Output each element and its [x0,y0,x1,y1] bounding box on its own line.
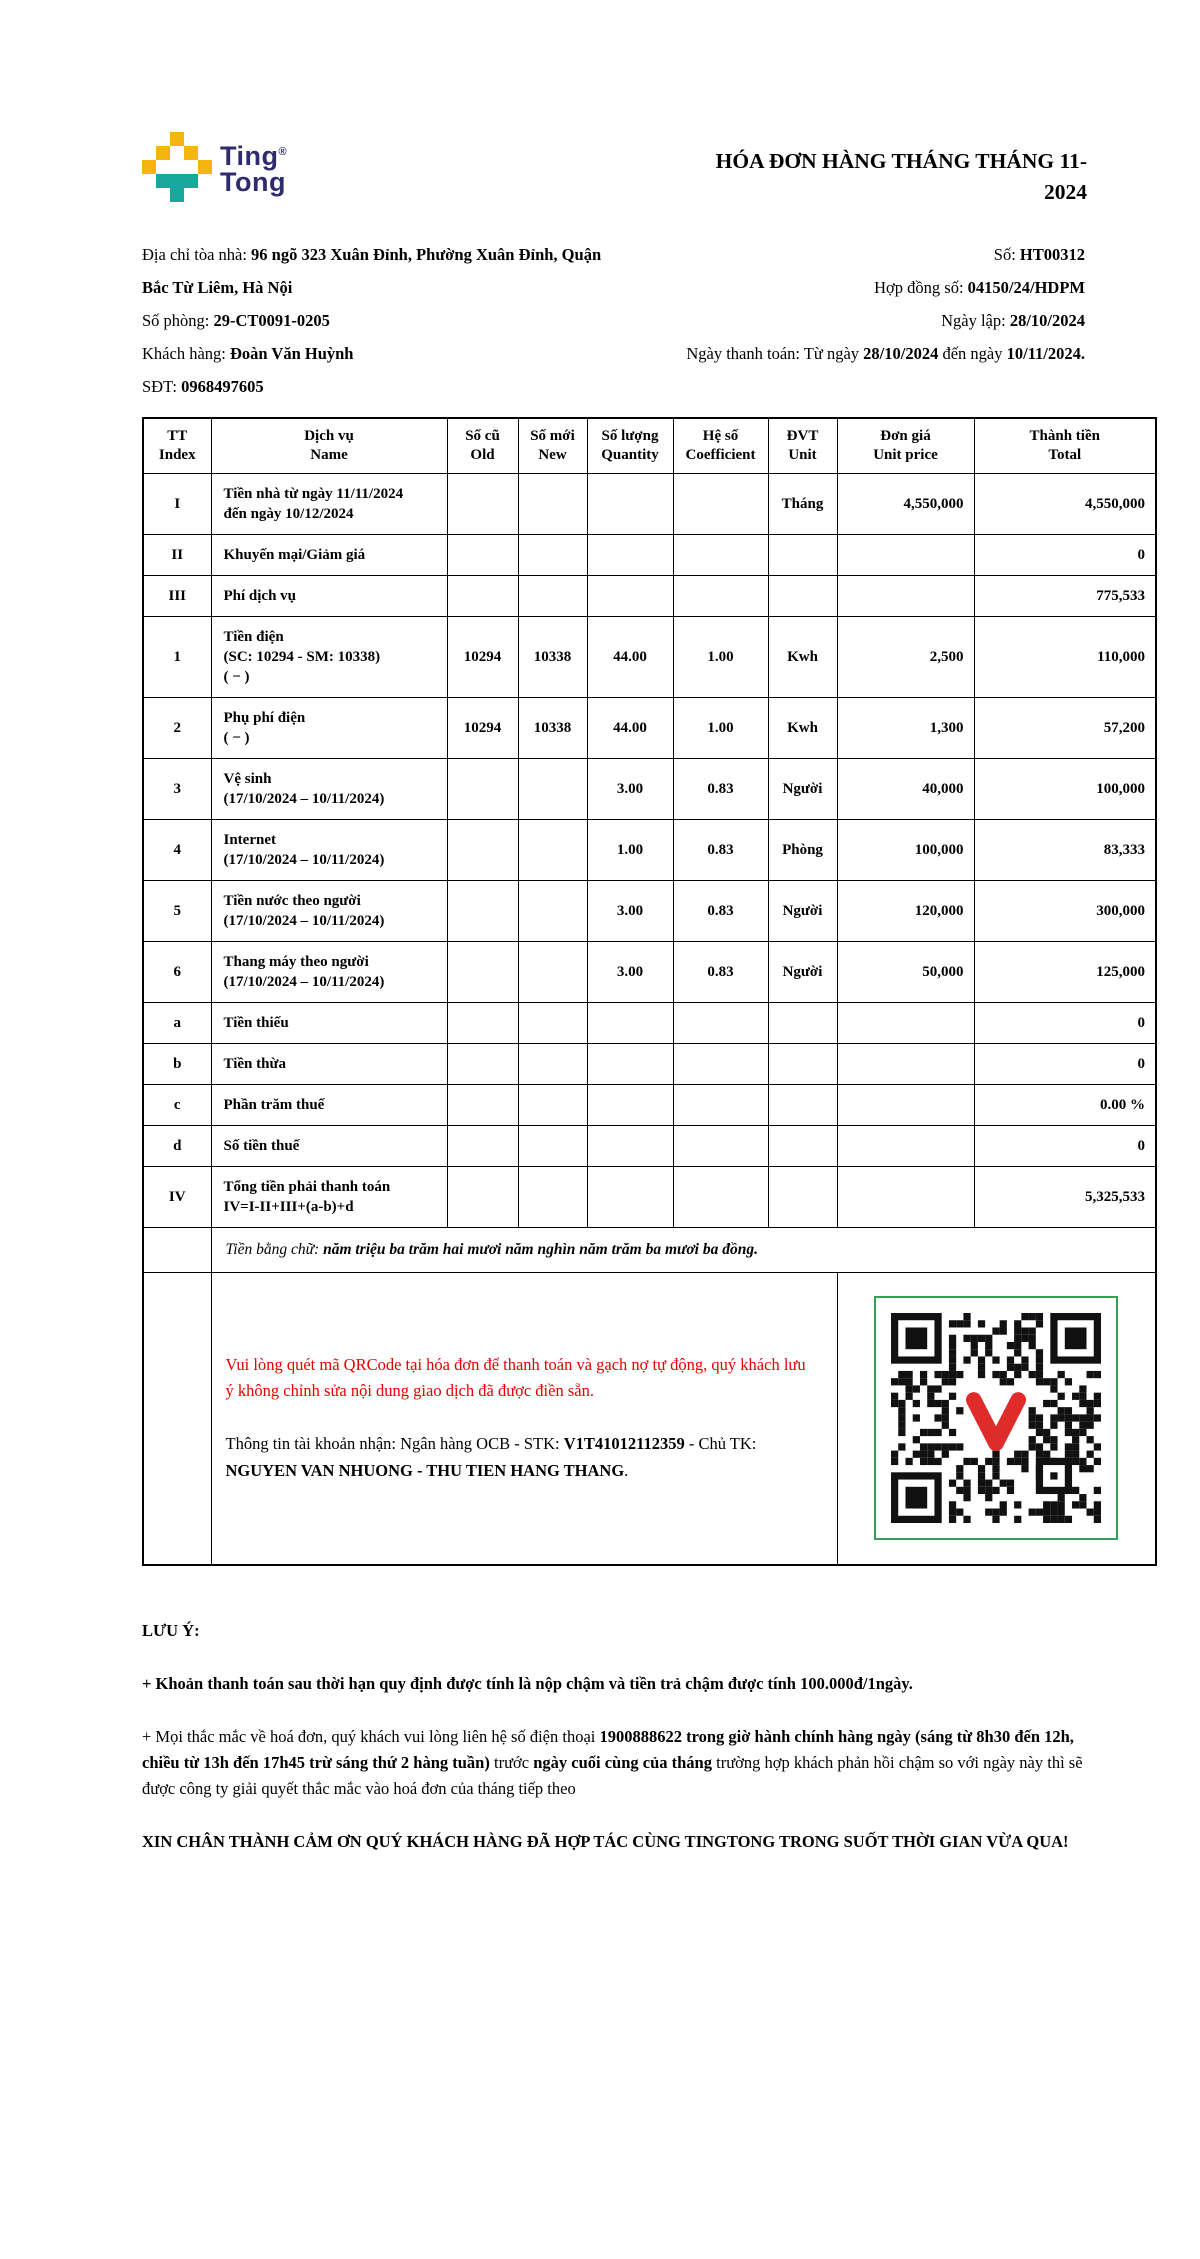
quantity: 3.00 [587,942,673,1003]
service-name: Số tiền thuế [211,1126,447,1167]
table-row [143,1167,1156,1228]
service-name: Tiền thừa [211,1044,447,1085]
line-total: 125,000 [974,942,1156,1003]
quantity [587,535,673,576]
meter-new [518,535,587,576]
row-index: 6 [143,942,211,1003]
coefficient: 0.83 [673,820,768,881]
unit [768,535,837,576]
line-total: 100,000 [974,759,1156,820]
service-name: Tiền nước theo người (17/10/2024 – 10/11/2024) [211,881,447,942]
service-name: Tổng tiền phải thanh toán IV=I-II+III+(a-b)+d [211,1167,447,1228]
unit [768,1126,837,1167]
coefficient: 1.00 [673,698,768,759]
table-row [143,535,1156,576]
brand-wordmark [220,139,287,195]
table-row [143,942,1156,1003]
unit-price: 1,300 [837,698,974,759]
qr-payment-row [143,1273,1156,1565]
meter-new: 10338 [518,617,587,698]
brand-name-line1: Ting [220,141,279,171]
meter-new [518,942,587,1003]
meter-old [447,942,518,1003]
table-row [143,1085,1156,1126]
service-name: Phần trăm thuế [211,1085,447,1126]
quantity [587,1003,673,1044]
line-total: 110,000 [974,617,1156,698]
meter-old [447,1044,518,1085]
building-address-line2: Bắc Từ Liêm, Hà Nội [142,278,293,297]
line-total: 57,200 [974,698,1156,759]
unit: Người [768,759,837,820]
unit [768,1044,837,1085]
service-name: Tiền điện (SC: 10294 - SM: 10338) ( − ) [211,617,447,698]
meter-old [447,474,518,535]
unit-price: 40,000 [837,759,974,820]
col-header-unit: ĐVT Unit [768,418,837,474]
invoice-footer-notes [142,1618,1092,1855]
building-address-line1: Địa chỉ tòa nhà: 96 ngõ 323 Xuân Đỉnh, Phường Xuân Đỉnh, Quận [142,245,602,264]
row-index: 1 [143,617,211,698]
meter-old [447,1085,518,1126]
line-total: 300,000 [974,881,1156,942]
line-total: 4,550,000 [974,474,1156,535]
quantity [587,1167,673,1228]
quantity [587,1044,673,1085]
quantity: 3.00 [587,881,673,942]
row-index: 3 [143,759,211,820]
table-row [143,1003,1156,1044]
service-name: Tiền thiếu [211,1003,447,1044]
coefficient: 0.83 [673,881,768,942]
charges-table [142,417,1157,1566]
empty-cell [143,1273,211,1565]
meter-new [518,881,587,942]
meter-new [518,1044,587,1085]
coefficient [673,535,768,576]
unit-price: 2,500 [837,617,974,698]
service-name: Vệ sinh (17/10/2024 – 10/11/2024) [211,759,447,820]
table-row [143,759,1156,820]
invoice-info-right [642,238,1155,403]
quantity: 1.00 [587,820,673,881]
meter-new [518,1126,587,1167]
table-row [143,617,1156,698]
bank-account-info: Thông tin tài khoản nhận: Ngân hàng OCB - STK: V1T41012112359 - Chủ TK: NGUYEN VAN NHUONG - THU TIEN HANG THANG. [225,1434,757,1481]
unit-price: 100,000 [837,820,974,881]
meter-old [447,576,518,617]
service-name: Tiền nhà từ ngày 11/11/2024 đến ngày 10/12/2024 [211,474,447,535]
thank-you-message: XIN CHÂN THÀNH CẢM ƠN QUÝ KHÁCH HÀNG ĐÃ HỢP TÁC CÙNG TINGTONG TRONG SUỐT THỜI GIAN VỪA QUA! [142,1831,1069,1851]
qr-payment-notice: Vui lòng quét mã QRCode tại hóa đơn để thanh toán và gạch nợ tự động, quý khách lưu ý không chỉnh sửa nội dung giao dịch đã được điền sẵn. [225,1355,806,1401]
service-name: Phụ phí điện ( − ) [211,698,447,759]
line-total: 0.00 % [974,1085,1156,1126]
line-total: 775,533 [974,576,1156,617]
qr-code-frame [874,1296,1118,1540]
coefficient [673,1167,768,1228]
invoice-number: Số: HT00312 [993,245,1085,264]
col-header-new: Số mới New [518,418,587,474]
payment-date-range: Ngày thanh toán: Từ ngày 28/10/2024 đến ngày 10/11/2024. [686,344,1085,363]
qr-code-cell [837,1273,1156,1565]
meter-new [518,576,587,617]
meter-old [447,881,518,942]
meter-new [518,1085,587,1126]
unit-price [837,1126,974,1167]
unit: Kwh [768,617,837,698]
table-row [143,698,1156,759]
hotline-note: + Mọi thắc mắc về hoá đơn, quý khách vui lòng liên hệ số điện thoại 1900888622 trong giờ hành chính hàng ngày (sáng từ 8h30 đến 12h, chiều từ 13h đến 17h45 trừ sáng thứ 2 hàng tuần) trước ngày cuối cùng của tháng trường hợp khách phản hồi chậm so với ngày này thì sẽ được công ty giải quyết thắc mắc vào hoá đơn của tháng tiếp theo [142,1726,1083,1798]
invoice-info-left [142,238,642,403]
invoice-title [647,132,1087,208]
table-row [143,576,1156,617]
empty-cell [143,1228,211,1273]
unit [768,1085,837,1126]
coefficient [673,576,768,617]
unit: Người [768,942,837,1003]
brand-name-line2: Tong [220,167,286,197]
row-index: 2 [143,698,211,759]
customer-phone: SĐT: 0968497605 [142,377,264,396]
row-index: 4 [143,820,211,881]
col-header-unit-price: Đơn giá Unit price [837,418,974,474]
qr-code-image [891,1313,1101,1523]
table-row [143,1126,1156,1167]
row-index: 5 [143,881,211,942]
meter-new [518,1167,587,1228]
meter-old: 10294 [447,617,518,698]
unit-price [837,1167,974,1228]
coefficient [673,1085,768,1126]
col-header-quantity: Số lượng Quantity [587,418,673,474]
line-total: 0 [974,535,1156,576]
unit-price [837,1044,974,1085]
unit-price [837,535,974,576]
line-total: 0 [974,1003,1156,1044]
invoice-title-line2: 2024 [1044,180,1087,204]
row-index: d [143,1126,211,1167]
late-payment-note: + Khoản thanh toán sau thời hạn quy định được tính là nộp chậm và tiền trả chậm được tính 100.000đ/1ngày. [142,1673,913,1693]
meter-old: 10294 [447,698,518,759]
amount-in-words: Tiền bằng chữ: năm triệu ba trăm hai mươi năm nghìn năm trăm ba mươi ba đồng. [211,1228,1156,1273]
notes-title: LƯU Ý: [142,1620,200,1640]
col-header-total: Thành tiền Total [974,418,1156,474]
unit: Kwh [768,698,837,759]
table-row [143,881,1156,942]
meter-old [447,1003,518,1044]
line-total: 0 [974,1126,1156,1167]
unit [768,1003,837,1044]
unit: Phòng [768,820,837,881]
table-row [143,474,1156,535]
col-header-name: Dịch vụ Name [211,418,447,474]
table-row [143,1044,1156,1085]
meter-old [447,759,518,820]
coefficient [673,1003,768,1044]
unit-price: 120,000 [837,881,974,942]
unit: Tháng [768,474,837,535]
table-row [143,820,1156,881]
coefficient [673,1126,768,1167]
col-header-coefficient: Hệ số Coefficient [673,418,768,474]
coefficient [673,1044,768,1085]
quantity [587,576,673,617]
unit-price: 50,000 [837,942,974,1003]
brand-logo [142,132,287,202]
row-index: b [143,1044,211,1085]
invoice-header [142,132,1155,208]
service-name: Thang máy theo người (17/10/2024 – 10/11/2024) [211,942,447,1003]
unit-price [837,576,974,617]
unit [768,1167,837,1228]
registered-mark-icon: ® [278,146,288,158]
amount-in-words-row [143,1228,1156,1273]
quantity [587,1085,673,1126]
row-index: IV [143,1167,211,1228]
quantity: 44.00 [587,698,673,759]
charges-table-footer-rows [143,1228,1156,1565]
quantity [587,474,673,535]
meter-new [518,820,587,881]
charges-table-body [143,474,1156,1228]
meter-old [447,535,518,576]
coefficient: 0.83 [673,942,768,1003]
row-index: I [143,474,211,535]
meter-new [518,759,587,820]
unit-price [837,1003,974,1044]
line-total: 83,333 [974,820,1156,881]
qr-instructions-cell [211,1273,837,1565]
contract-number: Hợp đồng số: 04150/24/HDPM [874,278,1085,297]
col-header-old: Số cũ Old [447,418,518,474]
row-index: a [143,1003,211,1044]
coefficient: 1.00 [673,617,768,698]
unit-price: 4,550,000 [837,474,974,535]
quantity [587,1126,673,1167]
meter-old [447,1167,518,1228]
quantity: 3.00 [587,759,673,820]
service-name: Khuyến mại/Giảm giá [211,535,447,576]
invoice-info [142,238,1155,403]
service-name: Phí dịch vụ [211,576,447,617]
invoice-title-line1: HÓA ĐƠN HÀNG THÁNG THÁNG 11- [715,149,1087,173]
meter-new [518,474,587,535]
unit [768,576,837,617]
line-total: 0 [974,1044,1156,1085]
issue-date: Ngày lập: 28/10/2024 [941,311,1085,330]
meter-new: 10338 [518,698,587,759]
line-total: 5,325,533 [974,1167,1156,1228]
row-index: II [143,535,211,576]
meter-new [518,1003,587,1044]
service-name: Internet (17/10/2024 – 10/11/2024) [211,820,447,881]
quantity: 44.00 [587,617,673,698]
meter-old [447,1126,518,1167]
unit-price [837,1085,974,1126]
row-index: III [143,576,211,617]
tingtong-pixel-arrow-icon [142,132,212,202]
col-header-index: TT Index [143,418,211,474]
coefficient [673,474,768,535]
room-number: Số phòng: 29-CT0091-0205 [142,311,330,330]
coefficient: 0.83 [673,759,768,820]
customer-name: Khách hàng: Đoàn Văn Huỳnh [142,344,354,363]
meter-old [447,820,518,881]
charges-table-header [143,418,1156,474]
row-index: c [143,1085,211,1126]
unit: Người [768,881,837,942]
